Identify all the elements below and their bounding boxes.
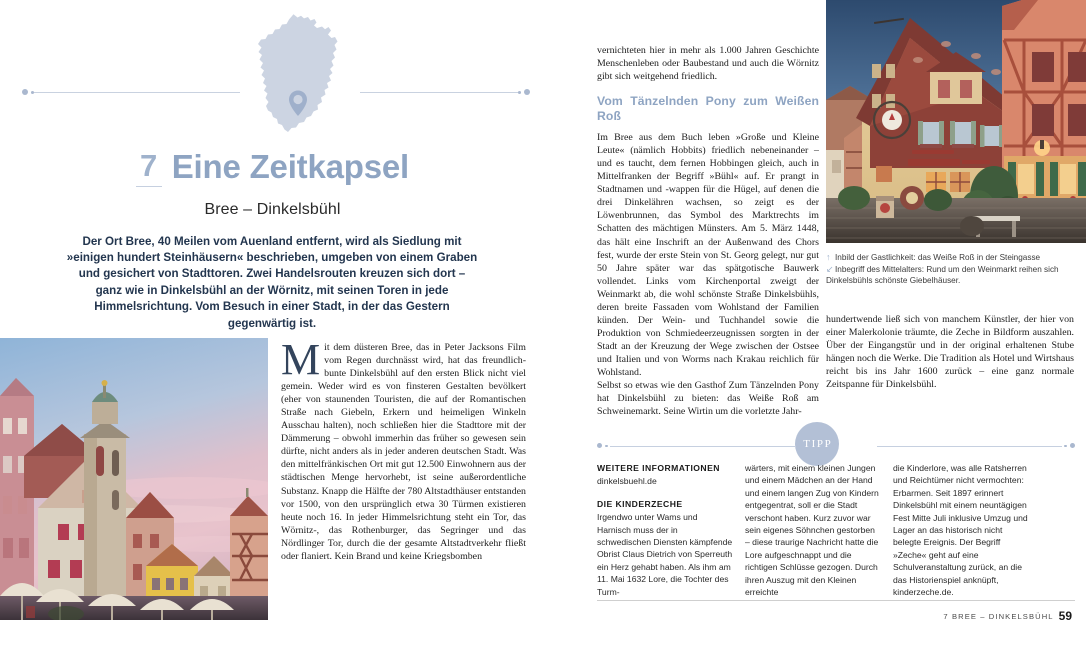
body-text: it dem düsteren Bree, das in Peter Jacksons Film vom Regen durchnässt wird, hat das freundlich-bunte Dinkelsbühl auf den ersten Blick nicht viel gemein. Weder wird es von finsteren Gestalten bevölkert (eher von staunenden Touristen, die auf der Romantischen Straße nach Giebeln, Erkern und heimeligen Winkeln Ausschau halten), noch schließen hier die Stadttore mit der Dämmerung – obwohl immerhin das früher so gewesen sein dürfte, nicht anders als in jeder anderen deutschen Stadt. Was den mittelfränkischen Ort mit gut 12.500 Einwohnern aus der städtischen Menge hervorhebt, ist seine außerordentliche Substanz. Knapp die Hälfte der 780 Altstadthäuser entstanden vor 1500, von den ursprünglich etwa 30 Türmen existieren heute noch 16. In jeder Himmelsrichtung steht ein Tor, das Wörnitz-, das Rothenburger, das Segringer und das Nördlinger Tor, durch die der gesamte Altstadtverkehr fließt oder flaniert. Kein Brand und keine Kriegsbomben: [281, 342, 526, 562]
lead-paragraph: Der Ort Bree, 40 Meilen vom Auenland entfernt, wird als Siedlung mit »einigen hundert Steinhäusern« beschrieben, umgeben von einem Graben und gesichert von Stadttoren. Zwei Handelsrouten kreuzen sich dort – ganz wie in Dinkelsbühl an der Wörnitz, mit seinen Toren in jede Himmelsrichtung. Vom Besuch in einer Stadt, in der das Gestern gegenwärtig ist.: [66, 234, 478, 330]
chapter-hero: [0, 0, 545, 150]
page-footer: [943, 609, 1072, 623]
body-column-2: [597, 44, 819, 418]
drop-cap: M: [281, 335, 321, 384]
body-column-3: [826, 313, 1074, 391]
caption-item: [826, 252, 1076, 264]
folio-text: 7 BREE – DINKELSBÜHL: [943, 612, 1054, 621]
chapter-subtitle: Bree – Dinkelsbühl: [204, 201, 341, 218]
photo-captions: [826, 252, 1076, 287]
caption-text: Inbild der Gastlichkeit: das Weiße Roß in der Steingasse: [835, 253, 1041, 262]
tipp-text: die Kinderlore, was alle Ratsherren und Reichtümer nicht vermochten: Erbarmen. Seit 1897 erinnert Dinkelsbühl mit einem neuntägigen Fest Mitte Juli inklusive Umzug und Lager an das historisch nicht belegte Ereignis. Der Begriff »Zeche« geht auf eine Schulveranstaltung zurück, an die das Historienspiel anknüpft, kinderzeche.de.: [893, 463, 1028, 598]
tipp-website: dinkelsbuehl.de: [597, 476, 657, 487]
body-text: hundertwende ließ sich von manchem Künstler, der hier von einer Malerkolonie träumte, die Zeche in Bildform auszahlen. Über der Eingangstür und in der original erhaltenen Stube hängen noch die Werke. Die Tradition als Hotel und Wirtshaus reicht bis ins Jahr 1600 zurück – eine ganz normale Zeitspanne für Dinkelsbühl.: [826, 314, 1074, 391]
tipp-text: Irgendwo unter Wams und Harnisch muss der in schwedischen Diensten kämpfende Obrist Claus Dietrich von Sperreuth ein Herz gehabt haben. Als ihm am 11. Mai 1632 Lore, die Tochter des Turm-: [597, 512, 733, 597]
arrow-down-left-icon: ↙: [826, 263, 834, 274]
body-column-1: [281, 335, 526, 563]
photo-weisses-ross: [826, 0, 1086, 243]
germany-map-icon: [248, 12, 348, 137]
tipp-heading-info: WEITERE INFORMATIONEN: [597, 463, 720, 473]
tipp-badge: TIPP: [795, 422, 839, 466]
page-number: 59: [1058, 609, 1072, 623]
tipp-column-3: [893, 462, 1029, 598]
photo-weinmarkt: [0, 338, 268, 620]
body-text: Im Bree aus dem Buch leben »Große und Kleine Leute« (nämlich Hobbits) friedlich nebeneinander – und es taucht, dem fernen Hobbingen gleich, auch in Mittelfranken der Begriff »Bühl« auf. Er prangt in Stadtnamen und -wappen für die Hügel, auf denen die drei Dinkelähren wachsen, so zeigt es der Löwenbrunnen, das Symbol des Marktrechts im Schatten des mächtigen Münsters. Am 5. März 1448, das hält eine Inschrift an der Außenwand des Chors fest, wurde der erste Stein von St. Georg gelegt, nur gut 50 Jahre später war das spätgotische Bauwerk vollendet. Links vom Kirchenportal zweigt der Weinmarkt ab, die wohl schönste Straße Dinkelsbühls, deren breite Fassaden vom Wohlstand der Familien künden. Der Wein- und Tuchhandel sowie die Produktion von Schmiedeerzeugnissen sorgten in der Stadt an der Kreuzung der Wege zwischen der Ostsee und Italien und von Worms nach Krakau reichlich für Wohlstand.: [597, 132, 819, 378]
arrow-up-icon: ↑: [826, 252, 831, 262]
page-title: Eine Zeitkapsel: [171, 148, 409, 185]
caption-text: Inbegriff des Mittelalters: Rund um den Weinmarkt reihen sich Dinkelsbühls schönste Giebelhäuser.: [826, 264, 1059, 286]
caption-item: [826, 264, 1076, 287]
tipp-heading-kinderzeche: DIE KINDERZECHE: [597, 498, 683, 509]
tipp-text: wärters, mit einem kleinen Jungen und einem Mädchen an der Hand und einem langen Zug von Kindern entgegentrat, soll er die Stadt verschont haben. Kurz zuvor war sein eigenes Söhnchen gestorben – diese traurige Nachricht hatte die Lore aufgeschnappt und die richtigen Schlüsse gezogen. Durch ihren Auszug mit den Kleinen erreichte: [745, 463, 879, 598]
tipp-column-1: [597, 462, 733, 598]
body-text: Selbst so etwas wie den Gasthof Zum Tänzelnden Pony hat Dinkelsbühl zu bieten: das Weiße Roß am Schweinemarkt. Seine Wirtin um die vorletzte Jahr-: [597, 380, 819, 418]
footer-divider: [597, 600, 1075, 601]
section-subheading: Vom Tänzelnden Pony zum Weißen Roß: [597, 94, 819, 124]
tipp-column-2: [745, 462, 881, 598]
hero-rule-left: [22, 88, 240, 98]
chapter-heading: [0, 148, 545, 219]
chapter-number: 7: [136, 148, 162, 187]
hero-rule-right: [360, 88, 530, 98]
body-text: vernichteten hier in mehr als 1.000 Jahren Geschichte Menschenleben oder Baubestand und auch die Wörnitz gibt sich weitgehend friedlich.: [597, 45, 819, 83]
